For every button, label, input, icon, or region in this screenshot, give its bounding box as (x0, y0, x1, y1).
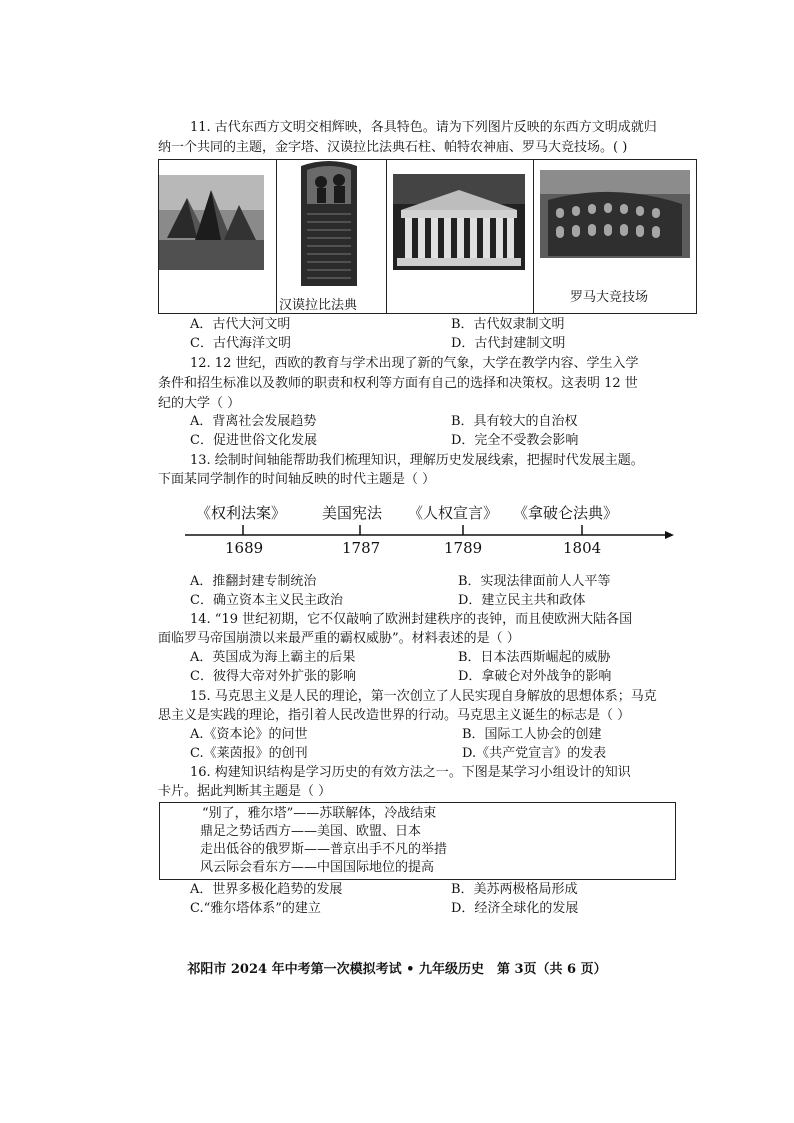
q15-stem-line1: 15. 马克思主义是人民的理论，第一次创立了人民实现自身解放的思想体系；马克 (190, 689, 657, 704)
q16-option-c: C.“雅尔塔体系”的建立 (190, 901, 321, 916)
q15-option-a: A.《资本论》的问世 (190, 727, 308, 742)
timeline-year-1689: 1689 (225, 539, 264, 557)
timeline-label-napoleonic-code: 《拿破仑法典》 (513, 504, 619, 522)
q15-option-d: D.《共产党宣言》的发表 (462, 746, 607, 761)
q11-stem-line1: 11. 古代东西方文明交相辉映，各具特色。请为下列图片反映的东西方文明成就归 (190, 120, 657, 135)
q16-stem-line1: 16. 构建知识结构是学习历史的有效方法之一。下图是某学习小组设计的知识 (190, 765, 631, 780)
q13-stem-line1: 13. 绘制时间轴能帮助我们梳理知识，理解历史发展线索，把握时代发展主题。 (190, 453, 644, 468)
q12-option-a: A．背离社会发展趋势 (190, 414, 317, 429)
hammurabi-code-image (276, 159, 387, 314)
colosseum-caption: 罗马大竞技场 (570, 290, 649, 305)
q11-option-b: B．古代奴隶制文明 (451, 317, 565, 332)
timeline-year-1804: 1804 (563, 539, 602, 557)
q16-stem-line2: 卡片。据此判断其主题是（ ） (158, 784, 332, 799)
timeline-year-1789: 1789 (444, 539, 483, 557)
q14-stem-line1: 14. “19 世纪初期，它不仅敲响了欧洲封建秩序的丧钟，而且使欧洲大陆各国 (190, 612, 633, 627)
q14-stem-line2: 面临罗马帝国崩溃以来最严重的霸权威胁”。材料表述的是（ ） (158, 631, 520, 646)
pyramids-image (158, 159, 277, 314)
colosseum-image (533, 159, 697, 314)
timeline-year-1787: 1787 (342, 539, 381, 557)
hammurabi-caption: 汉谟拉比法典 (279, 298, 358, 313)
timeline-label-us-constitution: 美国宪法 (322, 504, 383, 522)
q11-option-c: C．古代海洋文明 (190, 336, 291, 351)
page-footer: 祁阳市 2024 年中考第一次模拟考试 • 九年级历史 第 3页（共 6 页） (187, 962, 607, 977)
knowledge-card-line: 风云际会看东方——中国国际地位的提高 (200, 860, 435, 875)
q13-stem-line2: 下面某同学制作的时间轴反映的时代主题是（ ） (158, 472, 436, 487)
q11-option-d: D．古代封建制文明 (451, 336, 566, 351)
knowledge-card-line: 走出低谷的俄罗斯——普京出手不凡的举措 (200, 842, 448, 857)
timeline-label-bill-of-rights: 《权利法案》 (196, 504, 287, 522)
q16-option-a: A．世界多极化趋势的发展 (190, 882, 343, 897)
q12-option-d: D．完全不受教会影响 (451, 433, 579, 448)
q12-stem-line3: 纪的大学（ ） (158, 396, 241, 411)
knowledge-card-line: 鼎足之势话西方——美国、欧盟、日本 (200, 824, 422, 839)
q12-stem-line2: 条件和招生标准以及教师的职责和权利等方面有自己的选择和决策权。这表明 12 世 (158, 376, 638, 391)
knowledge-card-line: “别了，雅尔塔”——苏联解体，冷战结束 (202, 806, 437, 821)
q12-option-c: C．促进世俗文化发展 (190, 433, 317, 448)
q14-option-b: B．日本法西斯崛起的威胁 (458, 650, 611, 665)
q14-option-a: A．英国成为海上霸主的后果 (190, 650, 356, 665)
parthenon-image (386, 159, 534, 314)
knowledge-card (159, 802, 676, 880)
q14-option-d: D．拿破仑对外战争的影响 (458, 669, 612, 684)
q13-option-b: B．实现法律面前人人平等 (458, 574, 611, 589)
q12-stem-line1: 12. 12 世纪，西欧的教育与学术出现了新的气象，大学在教学内容、学生入学 (190, 356, 639, 371)
q16-option-b: B．美苏两极格局形成 (451, 882, 578, 897)
q15-option-c: C.《莱茵报》的创刊 (190, 746, 308, 761)
timeline-label-declaration: 《人权宣言》 (408, 504, 499, 522)
q15-stem-line2: 思主义是实践的理论，指引着人民改造世界的行动。马克思主义诞生的标志是（ ） (158, 708, 631, 723)
q11-option-a: A．古代大河文明 (190, 317, 291, 332)
q15-option-b: B．国际工人协会的创建 (462, 727, 602, 742)
q13-option-d: D．建立民主共和政体 (458, 593, 586, 608)
q11-stem-line2: 纳一个共同的主题，金字塔、汉谟拉比法典石柱、帕特农神庙、罗马大竞技场。( ) (158, 140, 628, 155)
q16-option-d: D．经济全球化的发展 (451, 901, 579, 916)
q13-option-a: A．推翻封建专制统治 (190, 574, 317, 589)
q14-option-c: C．彼得大帝对外扩张的影响 (190, 669, 356, 684)
q13-option-c: C．确立资本主义民主政治 (190, 593, 343, 608)
q12-option-b: B．具有较大的自治权 (451, 414, 578, 429)
timeline-axis (185, 525, 675, 539)
